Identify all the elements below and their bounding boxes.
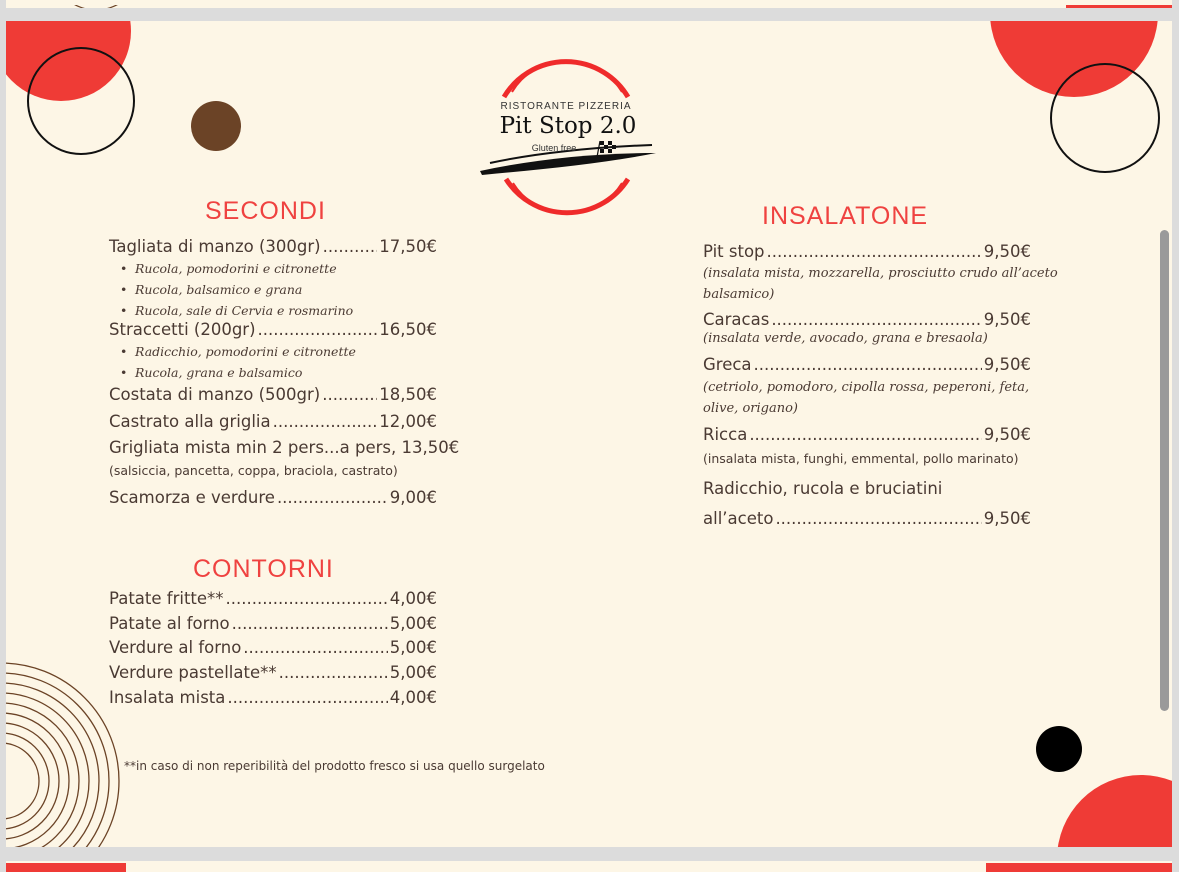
item-name: Tagliata di manzo (300gr) — [109, 237, 321, 256]
red-blob-bottom-right — [1057, 775, 1172, 847]
item-price: 4,00€ — [389, 589, 437, 608]
black-dot-bottom-right — [1036, 726, 1082, 772]
next-page-decoration — [6, 863, 1172, 872]
insalatone-item — [703, 310, 1031, 329]
contorni-item — [109, 688, 437, 707]
item-description: balsamico) — [703, 287, 775, 302]
menu-page — [6, 21, 1172, 847]
leader-dots — [227, 688, 387, 707]
leader-dots — [775, 509, 981, 528]
item-description: olive, origano) — [703, 401, 798, 416]
contorni-item — [109, 663, 437, 682]
item-price: 5,00€ — [389, 614, 437, 633]
item-price: 18,50€ — [379, 385, 437, 404]
leader-dots — [243, 638, 387, 657]
item-price: 4,00€ — [389, 688, 437, 707]
item-name: Caracas — [703, 310, 770, 329]
secondi-heading: SECONDI — [205, 197, 326, 225]
brown-dot — [191, 101, 241, 151]
insalatone-heading: INSALATONE — [762, 202, 929, 230]
item-name: Patate fritte** — [109, 589, 224, 608]
item-name: Ricca — [703, 425, 748, 444]
footnote: **in caso di non reperibilità del prodotto fresco si usa quello surgelato — [124, 759, 545, 773]
restaurant-logo — [476, 47, 658, 219]
item-price: 9,50€ — [983, 242, 1031, 261]
next-page-strip — [6, 861, 1172, 872]
secondi-item — [109, 438, 460, 457]
item-description: (insalata verde, avocado, grana e bresaola) — [703, 331, 988, 346]
red-blob-top-right — [990, 21, 1158, 97]
leader-dots — [749, 425, 981, 444]
logo-name-text: Pit Stop 2.0 — [499, 113, 637, 139]
item-price: 5,00€ — [389, 638, 437, 657]
previous-page-decoration — [6, 5, 1172, 8]
item-name: Scamorza e verdure — [109, 488, 275, 507]
previous-page-strip — [6, 0, 1172, 8]
contorni-item — [109, 589, 437, 608]
contorni-item — [109, 614, 437, 633]
item-description: (cetriolo, pomodoro, cipolla rossa, peperoni, feta, — [703, 380, 1030, 395]
item-name: Verdure al forno — [109, 638, 242, 657]
secondi-item — [109, 412, 437, 431]
logo-top-text: RISTORANTE PIZZERIA — [500, 101, 632, 112]
item-description: (insalata mista, funghi, emmental, pollo marinato) — [703, 451, 1019, 466]
contorni-item — [109, 638, 437, 657]
item-name: Patate al forno — [109, 614, 230, 633]
item-name: Straccetti (200gr) — [109, 320, 256, 339]
leader-dots — [258, 320, 378, 339]
item-price: 9,00€ — [389, 488, 437, 507]
item-price: 12,00€ — [379, 412, 437, 431]
logo-graphic — [476, 47, 658, 219]
item-name: Pit stop — [703, 242, 765, 261]
insalatone-item — [703, 479, 1031, 498]
leader-dots — [226, 589, 388, 608]
leader-dots — [277, 488, 388, 507]
item-name: Verdure pastellate** — [109, 663, 277, 682]
red-blob-top-left — [6, 21, 131, 101]
leader-dots — [771, 310, 981, 329]
option-item: • Radicchio, pomodorini e citronette — [135, 344, 356, 359]
insalatone-item — [703, 509, 1031, 528]
item-name: Castrato alla griglia — [109, 412, 271, 431]
item-description: (insalata mista, mozzarella, prosciutto crudo all’aceto — [703, 266, 1058, 281]
logo-tagline-text: Gluten free — [531, 143, 577, 153]
item-price: 9,50€ — [983, 509, 1031, 528]
leader-dots — [767, 242, 982, 261]
grigliata-note: (salsiccia, pancetta, coppa, braciola, castrato) — [109, 463, 398, 478]
option-item: • Rucola, balsamico e grana — [135, 282, 302, 297]
item-price: 9,50€ — [983, 310, 1031, 329]
option-item: • Rucola, grana e balsamico — [135, 365, 302, 380]
item-price: 9,50€ — [983, 355, 1031, 374]
item-price: 5,00€ — [389, 663, 437, 682]
item-name: Insalata mista — [109, 688, 226, 707]
item-name: all’aceto — [703, 509, 774, 528]
option-item: • Rucola, pomodorini e citronette — [135, 261, 337, 276]
concentric-rings-bottom-left — [6, 663, 119, 847]
item-price: 16,50€ — [379, 320, 437, 339]
item-name: Grigliata mista min 2 pers...a pers, 13,50€ — [109, 438, 460, 457]
contorni-heading: CONTORNI — [193, 555, 334, 583]
insalatone-item — [703, 355, 1031, 374]
leader-dots — [279, 663, 388, 682]
leader-dots — [754, 355, 982, 374]
secondi-item — [109, 237, 437, 256]
vertical-scrollbar[interactable] — [1160, 230, 1169, 711]
insalatone-item — [703, 425, 1031, 444]
item-name: Greca — [703, 355, 752, 374]
secondi-item — [109, 385, 437, 404]
option-item: • Rucola, sale di Cervia e rosmarino — [135, 303, 353, 318]
leader-dots — [322, 385, 377, 404]
secondi-item — [109, 320, 437, 339]
leader-dots — [323, 237, 378, 256]
leader-dots — [273, 412, 378, 431]
item-name: Costata di manzo (500gr) — [109, 385, 321, 404]
item-price: 17,50€ — [379, 237, 437, 256]
item-name: Radicchio, rucola e bruciatini — [703, 479, 943, 498]
insalatone-item — [703, 242, 1031, 261]
secondi-item — [109, 488, 437, 507]
leader-dots — [232, 614, 388, 633]
item-price: 9,50€ — [983, 425, 1031, 444]
